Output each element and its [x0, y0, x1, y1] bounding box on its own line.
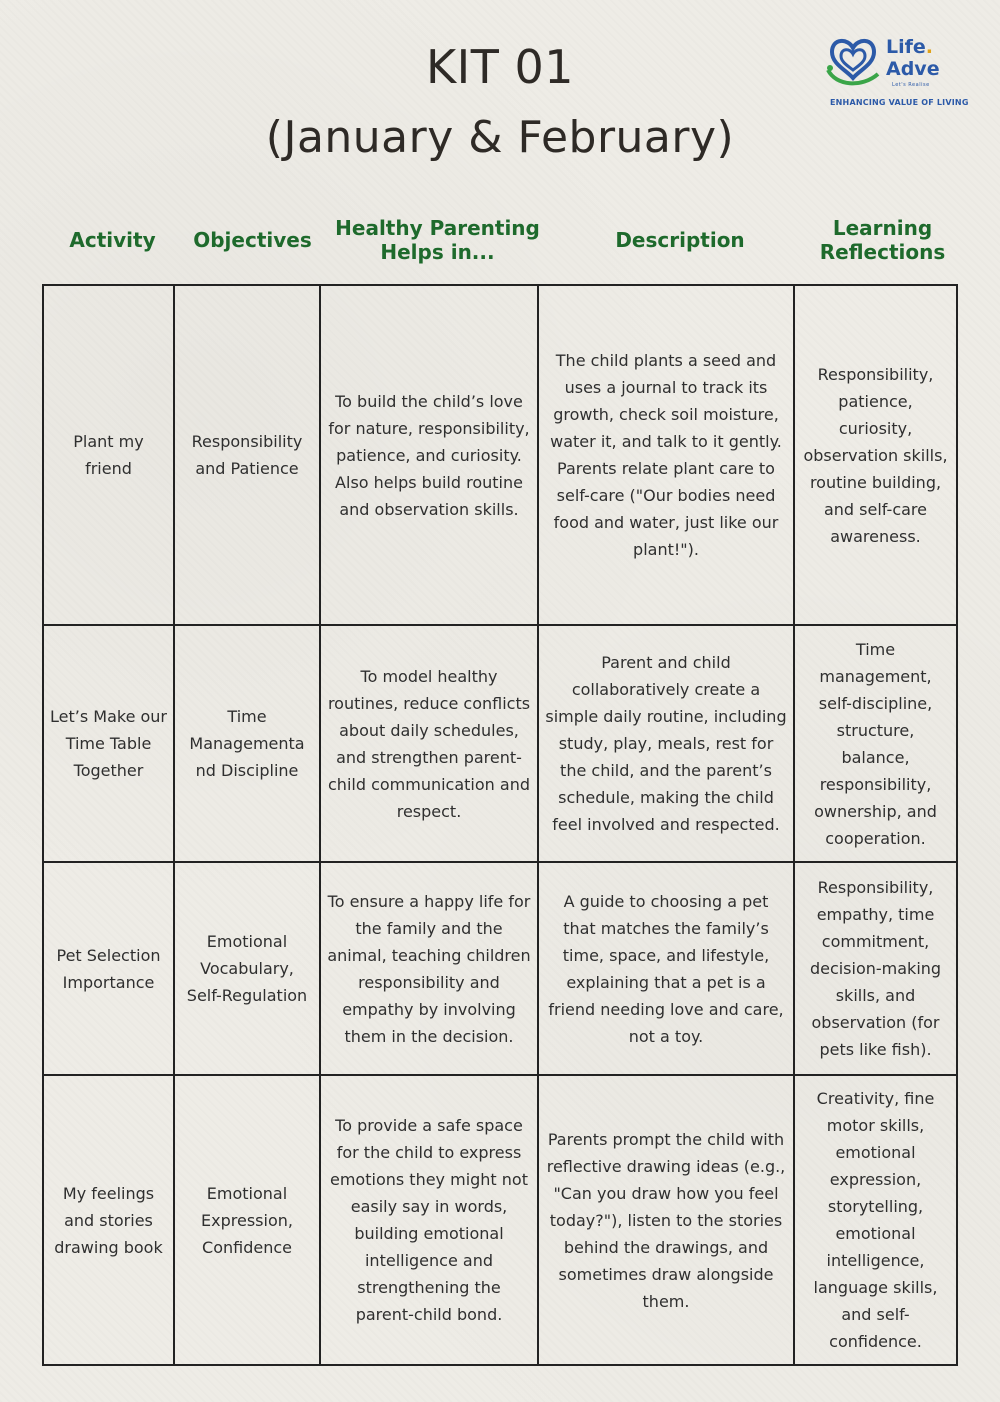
table-cell-activity: Let’s Make our Time Table Together [50, 707, 167, 780]
table-cell-objectives: Emotional Vocabulary, Self-Regulation [186, 932, 308, 1005]
header-activity: Activity [69, 228, 156, 252]
table-cell-objectives: Emotional Expression, Confidence [201, 1183, 293, 1257]
table-cell-description: A guide to choosing a pet that matches the family’s time, space, and lifestyle, explaining that a pet is a friend needing love and care, not a toy. [548, 891, 784, 1046]
table-cell-reflections: Creativity, fine motor skills, emotional expression, storytelling, emotional intelligence, language skills, and self-confidence. [813, 1089, 938, 1351]
page-title: KIT 01 [426, 40, 574, 94]
table-cell-helps: To model healthy routines, reduce conflicts about daily schedules, and strengthen parent-child communication and respect. [327, 666, 531, 821]
page-subtitle: (January & February) [265, 112, 735, 163]
header-learning-reflections: Learning Reflections [819, 216, 946, 264]
logo-text-life: Life. [886, 36, 933, 58]
table-cell-description: The child plants a seed and uses a journal to track its growth, check soil moisture, water it, and talk to it gently. Parents relate plant care to self-care ("Our bodies need food and water, just like our plant!"). [550, 351, 782, 559]
logo-tagline: ENHANCING VALUE OF LIVING [830, 98, 969, 107]
table-cell-activity: Plant my friend [73, 432, 144, 478]
table-cell-helps: To build the child’s love for nature, responsibility, patience, and curiosity. Also helps build routine and observation skills. [328, 391, 530, 519]
table-cell-reflections: Responsibility, patience, curiosity, observation skills, routine building, and self-care awareness. [803, 364, 948, 546]
header-description: Description [615, 228, 745, 252]
logo-heart-icon [822, 34, 884, 90]
table-cell-helps: To ensure a happy life for the family and the animal, teaching children responsibility and empathy by involving them in the decision. [327, 891, 531, 1046]
table-cell-activity: Pet Selection Importance [56, 945, 161, 992]
table-cell-reflections: Time management, self-discipline, structure, balance, responsibility, ownership, and cooperation. [814, 639, 937, 848]
logo-subtext: Let's Realise [892, 82, 930, 88]
table-cell-reflections: Responsibility, empathy, time commitment, decision-making skills, and observation (for pets like fish). [809, 878, 942, 1059]
brand-logo [820, 30, 980, 115]
logo-text-adve: Adve [886, 58, 940, 80]
header-healthy-parenting: Healthy Parenting Helps in... [335, 216, 540, 264]
table-cell-description: Parent and child collaboratively create a simple daily routine, including study, play, meals, rest for the child, and the parent’s schedule, making the child feel involved and respected. [545, 653, 787, 834]
table-cell-helps: To provide a safe space for the child to express emotions they might not easily say in words, building emotional intelligence and strengthening the parent-child bond. [330, 1116, 528, 1324]
table-cell-activity: My feelings and stories drawing book [54, 1183, 163, 1257]
header-objectives: Objectives [193, 228, 312, 252]
table-cell-objectives: Time Managementa nd Discipline [189, 707, 305, 780]
table-cell-objectives: Responsibility and Patience [191, 432, 303, 478]
table-cell-description: Parents prompt the child with reflective drawing ideas (e.g., "Can you draw how you feel today?"), listen to the stories behind the drawings, and sometimes draw alongside them. [546, 1129, 786, 1311]
